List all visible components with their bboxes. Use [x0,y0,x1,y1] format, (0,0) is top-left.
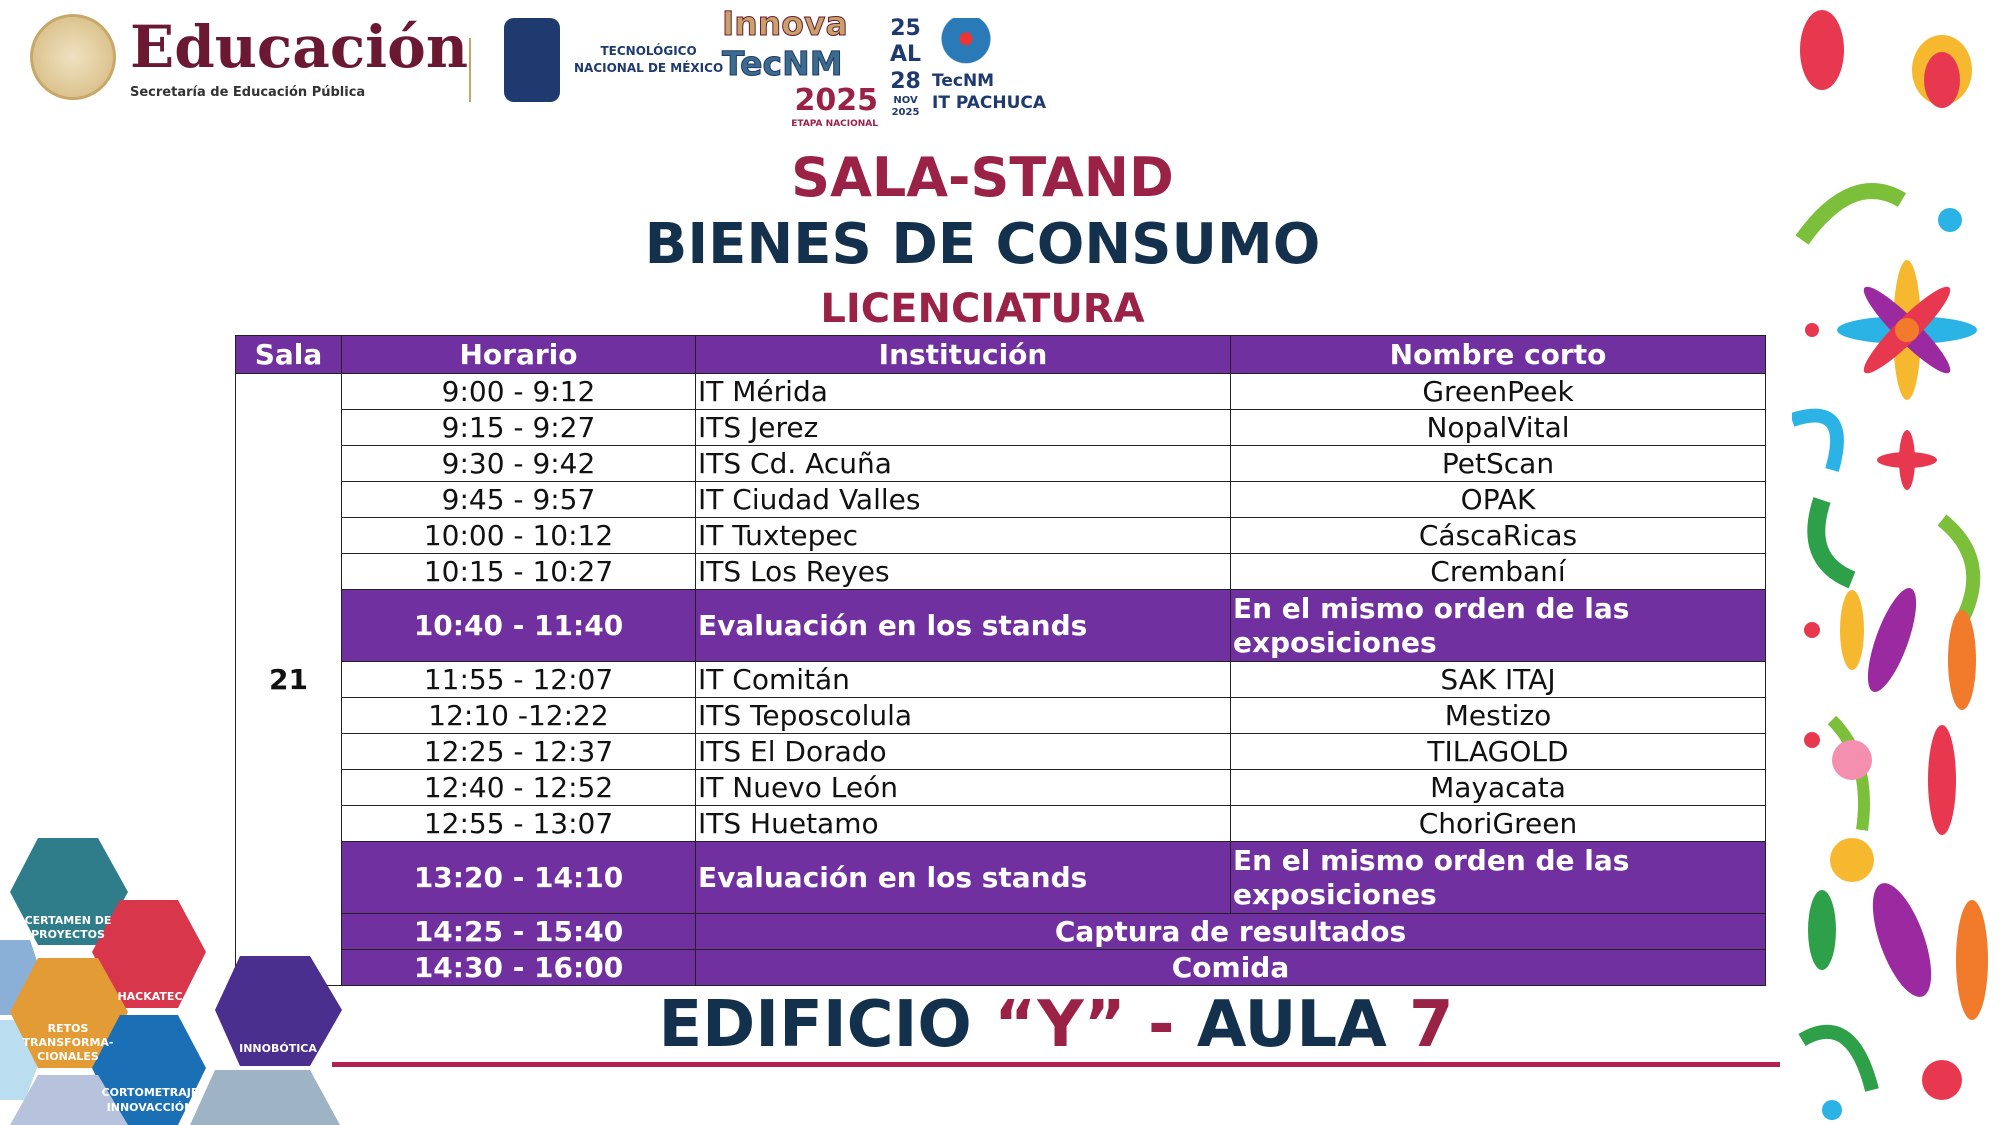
time-cell: 9:30 - 9:42 [342,446,696,482]
footer-rule [332,1062,1780,1067]
time-cell: 14:30 - 16:00 [342,950,696,986]
time-cell: 12:25 - 12:37 [342,734,696,770]
footer-room: 7 [1409,988,1454,1062]
institution-cell: IT Nuevo León [696,770,1231,806]
innova-word: Innova [722,4,848,43]
title-sala-stand: SALA-STAND [791,146,1174,209]
sep-subtitle: Secretaría de Educación Pública [130,85,366,100]
time-cell: 14:25 - 15:40 [342,914,696,950]
table-row [236,374,1766,410]
date-month: NOV [893,95,918,107]
badge-label: INNOBÓTICA [239,1042,317,1055]
educacion-wordmark: Educación [130,13,469,81]
short-name-cell: En el mismo orden de las exposiciones [1231,590,1766,662]
table-row [236,734,1766,770]
location-footer [332,988,1780,1062]
footer-aula: AULA [1196,988,1410,1062]
institution-cell: IT Ciudad Valles [696,482,1231,518]
innova-year: 2025 [794,83,878,119]
badge-label: CIONALES [37,1050,99,1063]
itp-line2: IT PACHUCA [932,93,1047,113]
short-name-cell: OPAK [1231,482,1766,518]
time-cell: 10:40 - 11:40 [342,590,696,662]
schedule-table [235,335,1766,986]
activity-cell: Captura de resultados [696,914,1766,950]
header-horario: Horario [342,336,696,374]
educacion-logo [30,12,468,102]
time-cell: 10:15 - 10:27 [342,554,696,590]
short-name-cell: Mayacata [1231,770,1766,806]
institution-cell: ITS Teposcolula [696,698,1231,734]
short-name-cell: En el mismo orden de las exposiciones [1231,842,1766,914]
badge-label: INNOVACCIÓN [106,1101,194,1114]
title-category: BIENES DE CONSUMO [644,212,1321,277]
short-name-cell: TILAGOLD [1231,734,1766,770]
time-cell: 12:40 - 12:52 [342,770,696,806]
badge-label: HACKATEC [117,990,183,1003]
date-start: 25 [890,16,921,41]
footer-dash: - [1125,988,1197,1062]
badge-label: TRANSFORMA- [22,1036,114,1049]
header-nombre-corto: Nombre corto [1231,336,1766,374]
badge-label: RETOS [47,1022,89,1035]
time-cell: 11:55 - 12:07 [342,662,696,698]
institution-cell: ITS Jerez [696,410,1231,446]
title-level: LICENCIATURA [820,286,1145,332]
innova-logo [722,4,878,130]
table-row [236,770,1766,806]
floral-decoration [1792,0,2000,1125]
institution-cell: IT Comitán [696,662,1231,698]
table-row [236,914,1766,950]
divider [469,38,471,102]
it-pachuca-logo [932,18,1046,114]
innova-stage: ETAPA NACIONAL [791,119,878,130]
institution-cell: ITS Los Reyes [696,554,1231,590]
table-row [236,518,1766,554]
short-name-cell: Crembaní [1231,554,1766,590]
tecnm-line1: TECNOLÓGICO [600,44,697,58]
table-row [236,410,1766,446]
institution-cell: ITS El Dorado [696,734,1231,770]
header-institucion: Institución [696,336,1231,374]
table-row [236,482,1766,518]
badge-label: PROYECTOS [31,928,105,941]
table-row [236,806,1766,842]
table-row [236,446,1766,482]
decor-hex [190,1070,340,1125]
short-name-cell: NopalVital [1231,410,1766,446]
sala-number: 21 [236,374,342,986]
table-row [236,590,1766,662]
tecnm-line2: NACIONAL DE MÉXICO [574,61,724,75]
institution-cell: Evaluación en los stands [696,590,1231,662]
time-cell: 12:55 - 13:07 [342,806,696,842]
table-row [236,698,1766,734]
program-badges [0,830,350,1125]
time-cell: 13:20 - 14:10 [342,842,696,914]
national-seal-icon [30,14,116,100]
institution-cell: ITS Huetamo [696,806,1231,842]
table-row [236,554,1766,590]
institution-cell: Evaluación en los stands [696,842,1231,914]
flower-icons [1792,10,1988,1120]
it-pachuca-emblem-icon [934,18,998,70]
activity-cell: Comida [696,950,1766,986]
tecnm-gear-icon [504,18,560,102]
innova-tecnm: TecNM [722,43,843,83]
time-cell: 12:10 -12:22 [342,698,696,734]
footer-edificio: EDIFICIO [658,988,995,1062]
itp-line1: TecNM [932,71,995,91]
footer-building: “Y” [994,988,1126,1062]
time-cell: 9:45 - 9:57 [342,482,696,518]
table-row [236,950,1766,986]
institution-cell: ITS Cd. Acuña [696,446,1231,482]
badge-label: CERTAMEN DE [24,914,112,927]
short-name-cell: SAK ITAJ [1231,662,1766,698]
short-name-cell: PetScan [1231,446,1766,482]
header-sala: Sala [236,336,342,374]
time-cell: 9:15 - 9:27 [342,410,696,446]
date-end: 28 [890,68,921,94]
time-cell: 10:00 - 10:12 [342,518,696,554]
tecnm-logo [504,18,723,102]
event-dates [890,16,921,119]
institution-cell: IT Tuxtepec [696,518,1231,554]
date-year: 2025 [891,107,920,119]
date-al: AL [890,42,922,68]
badge-label: CORTOMETRAJE [101,1086,199,1099]
table-row [236,842,1766,914]
table-row [236,662,1766,698]
short-name-cell: ChoriGreen [1231,806,1766,842]
short-name-cell: Mestizo [1231,698,1766,734]
time-cell: 9:00 - 9:12 [342,374,696,410]
short-name-cell: GreenPeek [1231,374,1766,410]
institution-cell: IT Mérida [696,374,1231,410]
short-name-cell: CáscaRicas [1231,518,1766,554]
